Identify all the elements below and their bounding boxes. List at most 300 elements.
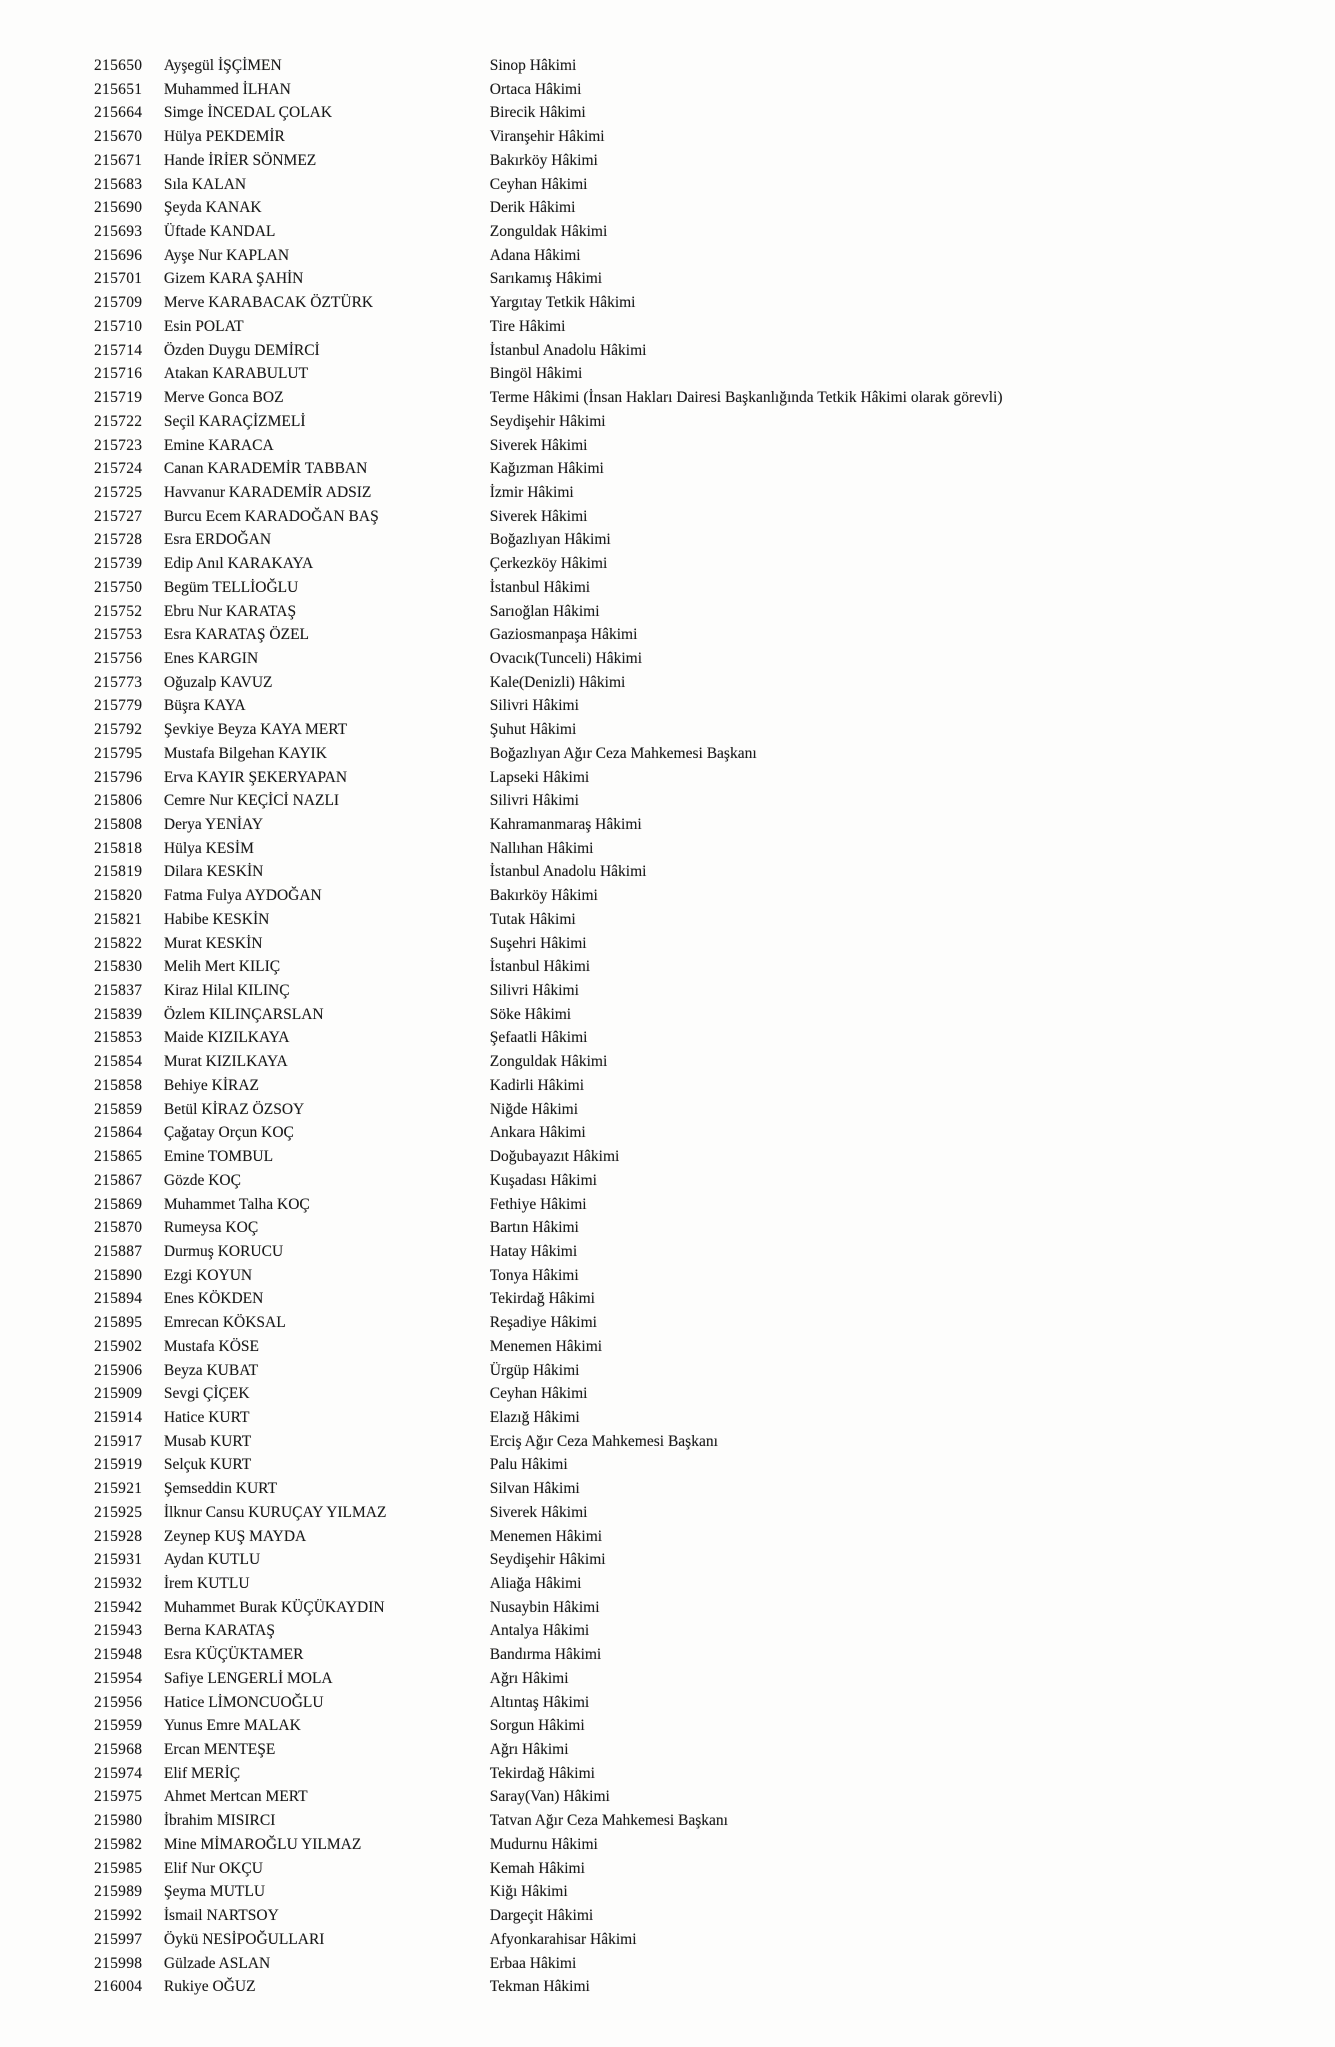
judge-name: Durmuş KORUCU: [163, 1242, 284, 1260]
registry-number: 215921: [94, 1480, 143, 1498]
assignment: Afyonkarahisar Hâkimi: [489, 1930, 637, 1948]
judge-name: Gülzade ASLAN: [163, 1954, 271, 1972]
assignment: Tire Hâkimi: [489, 317, 566, 335]
registry-number: 215931: [94, 1551, 143, 1569]
registry-number: 215821: [94, 910, 143, 928]
registry-number: 215795: [94, 744, 143, 762]
assignment: Reşadiye Hâkimi: [489, 1314, 597, 1332]
registry-number: 215723: [94, 436, 143, 454]
registry-number: 215690: [94, 199, 143, 217]
table-row: [0, 386, 1003, 410]
registry-number: 215989: [94, 1883, 143, 1901]
assignment: Mudurnu Hâkimi: [489, 1835, 598, 1853]
table-row: [0, 600, 1003, 624]
registry-number: 215867: [94, 1171, 143, 1189]
assignment: Siverek Hâkimi: [489, 507, 588, 525]
assignment: Şefaatli Hâkimi: [489, 1029, 588, 1047]
table-row: [0, 1904, 1003, 1928]
registry-number: 215808: [94, 816, 143, 833]
judge-name: Ebru Nur KARATAŞ: [163, 602, 297, 620]
table-row: [0, 1382, 1003, 1406]
table-row: [0, 1596, 1003, 1620]
table-row: [0, 1785, 1003, 1809]
table-row: [0, 1335, 1003, 1359]
table-row: [0, 505, 1003, 529]
assignment: Siverek Hâkimi: [489, 436, 588, 454]
judge-name: Mustafa Bilgehan KAYIK: [163, 744, 327, 762]
assignment: Bakırköy Hâkimi: [489, 887, 598, 905]
table-row: [0, 1477, 1003, 1501]
table-row: [0, 315, 1003, 339]
registry-number: 215728: [94, 531, 143, 549]
judge-name: Dilara KESKİN: [163, 863, 264, 881]
judge-name: Berna KARATAŞ: [163, 1622, 276, 1640]
assignment: Ortaca Hâkimi: [489, 80, 582, 98]
registry-number: 215902: [94, 1337, 143, 1355]
assignment: İstanbul Anadolu Hâkimi: [489, 341, 647, 359]
judge-name: Özlem KILINÇARSLAN: [163, 1005, 324, 1023]
registry-number: 215975: [94, 1788, 143, 1806]
assignment: Fethiye Hâkimi: [489, 1195, 587, 1213]
registry-number: 215906: [94, 1361, 143, 1379]
assignment: Kahramanmaraş Hâkimi: [489, 816, 642, 833]
table-row: [0, 173, 1003, 197]
assignment: Ceyhan Hâkimi: [489, 175, 588, 193]
judge-name: Öykü NESİPOĞULLARI: [163, 1930, 325, 1948]
registry-number: 215854: [94, 1053, 143, 1071]
registry-number: 215968: [94, 1741, 143, 1759]
table-row: [0, 1762, 1003, 1786]
assignment: Silivri Hâkimi: [489, 982, 579, 1000]
registry-number: 215756: [94, 649, 143, 667]
registry-number: 215727: [94, 507, 143, 525]
table-row: [0, 742, 1003, 766]
judge-name: Özden Duygu DEMİRCİ: [163, 341, 320, 359]
table-row: [0, 576, 1003, 600]
judge-name: İrem KUTLU: [163, 1575, 250, 1592]
judge-name: Esra KÜÇÜKTAMER: [163, 1646, 304, 1664]
registry-number: 215779: [94, 697, 143, 715]
assignment: Saray(Van) Hâkimi: [489, 1788, 610, 1806]
registry-number: 215792: [94, 721, 143, 739]
table-row: [0, 766, 1003, 790]
judge-name: Esin POLAT: [163, 317, 244, 335]
judge-name: Mustafa KÖSE: [163, 1337, 260, 1355]
table-row: [0, 718, 1003, 742]
registry-number: 215664: [94, 104, 143, 122]
assignment: Viranşehir Hâkimi: [489, 128, 605, 146]
table-row: [0, 457, 1003, 481]
table-row: [0, 1050, 1003, 1074]
assignment: Silivri Hâkimi: [489, 697, 579, 715]
assignment: Sorgun Hâkimi: [489, 1717, 585, 1735]
registry-number: 215796: [94, 768, 143, 786]
table-row: [0, 647, 1003, 671]
assignment: Ankara Hâkimi: [489, 1124, 586, 1142]
judge-name: Emine TOMBUL: [163, 1148, 274, 1166]
assignment: Palu Hâkimi: [489, 1456, 568, 1474]
assignment: Silvan Hâkimi: [489, 1480, 580, 1498]
registry-number: 215980: [94, 1812, 143, 1830]
assignment: Erciş Ağır Ceza Mahkemesi Başkanı: [489, 1432, 718, 1450]
table-row: [0, 932, 1003, 956]
judge-name: Sıla KALAN: [163, 175, 247, 193]
judge-name: Rukiye OĞUZ: [163, 1978, 256, 1996]
registry-number: 215887: [94, 1242, 143, 1260]
assignment: Silivri Hâkimi: [489, 792, 579, 810]
assignment: Tekman Hâkimi: [489, 1978, 590, 1996]
table-row: [0, 671, 1003, 695]
judge-name: Kiraz Hilal KILINÇ: [163, 982, 290, 1000]
judge-name: Esra ERDOĞAN: [163, 531, 272, 549]
registry-number: 215671: [94, 151, 143, 169]
assignment: Tutak Hâkimi: [489, 910, 576, 928]
judge-name: Şemseddin KURT: [163, 1480, 278, 1498]
table-row: [0, 908, 1003, 932]
table-row: [0, 837, 1003, 861]
judge-name: Şeyda KANAK: [163, 199, 262, 217]
assignment: İstanbul Anadolu Hâkimi: [489, 863, 647, 881]
table-row: [0, 1714, 1003, 1738]
table-row: [0, 101, 1003, 125]
table-row: [0, 1572, 1003, 1596]
table-row: [0, 1430, 1003, 1454]
assignment: Gaziosmanpaşa Hâkimi: [489, 626, 638, 644]
judge-name: Çağatay Orçun KOÇ: [163, 1124, 294, 1142]
assignment: Zonguldak Hâkimi: [489, 1053, 608, 1071]
registry-number: 215974: [94, 1764, 143, 1782]
assignment: Seydişehir Hâkimi: [489, 1551, 606, 1569]
assignment: Niğde Hâkimi: [489, 1100, 578, 1118]
judge-name: Elif MERİÇ: [163, 1764, 241, 1782]
assignment: Altıntaş Hâkimi: [489, 1693, 590, 1711]
registry-number: 215773: [94, 673, 143, 691]
registry-number: 215725: [94, 483, 143, 501]
assignment: Ağrı Hâkimi: [489, 1669, 569, 1687]
assignment: Adana Hâkimi: [489, 246, 581, 264]
assignment: Kemah Hâkimi: [489, 1859, 585, 1877]
judge-name: Beyza KUBAT: [163, 1361, 259, 1379]
judge-name: Enes KARGIN: [163, 649, 259, 667]
table-row: [0, 789, 1003, 813]
table-row: [0, 1145, 1003, 1169]
judge-name: Habibe KESKİN: [163, 910, 270, 928]
registry-number: 215752: [94, 602, 143, 620]
registry-number: 215701: [94, 270, 143, 288]
assignment: Sarıoğlan Hâkimi: [489, 602, 600, 620]
judge-name: İbrahim MISIRCI: [163, 1812, 276, 1830]
assignment: Ceyhan Hâkimi: [489, 1385, 588, 1403]
judge-name: Begüm TELLİOĞLU: [163, 578, 299, 596]
judge-name: Sevgi ÇİÇEK: [163, 1385, 250, 1403]
registry-number: 215819: [94, 863, 143, 881]
judge-name: Atakan KARABULUT: [163, 365, 309, 383]
judge-name: Hande İRİER SÖNMEZ: [163, 151, 317, 169]
assignment: Boğazlıyan Hâkimi: [489, 531, 611, 549]
table-row: [0, 434, 1003, 458]
assignment: Doğubayazıt Hâkimi: [489, 1148, 620, 1166]
assignment: Kuşadası Hâkimi: [489, 1171, 597, 1189]
assignment: Erbaa Hâkimi: [489, 1954, 577, 1972]
assignment: Bakırköy Hâkimi: [489, 151, 598, 169]
table-row: [0, 362, 1003, 386]
table-row: [0, 1287, 1003, 1311]
table-row: [0, 1857, 1003, 1881]
judge-name: Üftade KANDAL: [163, 223, 276, 241]
assignment: Menemen Hâkimi: [489, 1337, 603, 1355]
registry-number: 215822: [94, 934, 143, 952]
assignment: Bartın Hâkimi: [489, 1219, 579, 1237]
judge-name: Simge İNCEDAL ÇOLAK: [163, 104, 333, 122]
judge-name: Yunus Emre MALAK: [163, 1717, 301, 1735]
registry-number: 215709: [94, 294, 143, 312]
table-row: [0, 860, 1003, 884]
assignment: Yargıtay Tetkik Hâkimi: [489, 294, 636, 312]
registry-number: 215820: [94, 887, 143, 905]
assignment: Dargeçit Hâkimi: [489, 1907, 594, 1925]
judge-name: Betül KİRAZ ÖZSOY: [163, 1100, 305, 1118]
judge-name: Şeyma MUTLU: [163, 1883, 266, 1901]
assignment: Suşehri Hâkimi: [489, 934, 587, 952]
table-row: [0, 1667, 1003, 1691]
assignment: İzmir Hâkimi: [489, 483, 574, 501]
assignment: Hatay Hâkimi: [489, 1242, 578, 1260]
registry-number: 215895: [94, 1314, 143, 1332]
judge-name: Enes KÖKDEN: [163, 1290, 264, 1308]
assignment: Derik Hâkimi: [489, 199, 576, 217]
registry-number: 215917: [94, 1432, 143, 1450]
table-row: [0, 220, 1003, 244]
registry-number: 215724: [94, 460, 143, 478]
judge-name: Ayşe Nur KAPLAN: [163, 246, 290, 264]
table-row: [0, 1121, 1003, 1145]
judge-name: Murat KESKİN: [163, 934, 263, 952]
judge-name: Zeynep KUŞ MAYDA: [163, 1527, 307, 1545]
registry-number: 216004: [94, 1978, 143, 1996]
table-row: [0, 1643, 1003, 1667]
assignment: Tonya Hâkimi: [489, 1266, 579, 1284]
table-row: [0, 623, 1003, 647]
assignment: Siverek Hâkimi: [489, 1503, 588, 1521]
registry-number: 215722: [94, 412, 143, 430]
judge-name: Ayşegül İŞÇİMEN: [163, 57, 282, 74]
table-row: [0, 78, 1003, 102]
registry-number: 215753: [94, 626, 143, 644]
registry-number: 215914: [94, 1408, 143, 1426]
registry-number: 215714: [94, 341, 143, 359]
judge-name: Esra KARATAŞ ÖZEL: [163, 626, 310, 644]
judge-name: Maide KIZILKAYA: [163, 1029, 290, 1047]
table-row: [0, 339, 1003, 363]
judge-name: Büşra KAYA: [163, 697, 246, 715]
table-row: [0, 1359, 1003, 1383]
registry-number: 215992: [94, 1907, 143, 1925]
assignment: Ovacık(Tunceli) Hâkimi: [489, 649, 642, 667]
judge-name: Muhammed İLHAN: [163, 80, 291, 98]
registry-number: 215670: [94, 128, 143, 146]
assignment: Ağrı Hâkimi: [489, 1741, 569, 1759]
table-row: [0, 1003, 1003, 1027]
table-row: [0, 54, 1003, 78]
assignment: Kale(Denizli) Hâkimi: [489, 673, 626, 691]
judge-name: Aydan KUTLU: [163, 1551, 261, 1569]
table-row: [0, 813, 1003, 837]
assignment: İstanbul Hâkimi: [489, 578, 591, 596]
registry-number: 215985: [94, 1859, 143, 1877]
registry-number: 215943: [94, 1622, 143, 1640]
registry-number: 215932: [94, 1575, 143, 1592]
judge-name: İsmail NARTSOY: [163, 1907, 279, 1925]
assignment: Kadirli Hâkimi: [489, 1076, 585, 1094]
registry-number: 215839: [94, 1005, 143, 1023]
judges-list: [0, 54, 1003, 1999]
table-row: [0, 1525, 1003, 1549]
table-row: [0, 125, 1003, 149]
judge-name: Rumeysa KOÇ: [163, 1219, 259, 1237]
table-row: [0, 1074, 1003, 1098]
registry-number: 215942: [94, 1598, 143, 1616]
judge-name: Cemre Nur KEÇİCİ NAZLI: [163, 792, 340, 810]
judge-name: Emine KARACA: [163, 436, 274, 454]
registry-number: 215959: [94, 1717, 143, 1735]
table-row: [0, 1216, 1003, 1240]
assignment: Lapseki Hâkimi: [489, 768, 590, 786]
table-row: [0, 1738, 1003, 1762]
registry-number: 215651: [94, 80, 143, 98]
assignment: Tatvan Ağır Ceza Mahkemesi Başkanı: [489, 1812, 728, 1830]
judge-name: Ahmet Mertcan MERT: [163, 1788, 308, 1806]
table-row: [0, 1406, 1003, 1430]
assignment: Sarıkamış Hâkimi: [489, 270, 603, 288]
assignment: İstanbul Hâkimi: [489, 958, 591, 976]
assignment: Zonguldak Hâkimi: [489, 223, 608, 241]
registry-number: 215982: [94, 1835, 143, 1853]
judge-name: Hülya KESİM: [163, 839, 254, 857]
table-row: [0, 1098, 1003, 1122]
registry-number: 215858: [94, 1076, 143, 1094]
judge-name: Hatice KURT: [163, 1408, 250, 1426]
judge-name: Derya YENİAY: [163, 816, 264, 833]
judge-name: İlknur Cansu KURUÇAY YILMAZ: [163, 1503, 387, 1521]
table-row: [0, 552, 1003, 576]
registry-number: 215710: [94, 317, 143, 335]
table-row: [0, 1691, 1003, 1715]
registry-number: 215719: [94, 389, 143, 407]
registry-number: 215806: [94, 792, 143, 810]
registry-number: 215909: [94, 1385, 143, 1403]
registry-number: 215864: [94, 1124, 143, 1142]
table-row: [0, 1952, 1003, 1976]
judge-name: Gözde KOÇ: [163, 1171, 241, 1189]
assignment: Çerkezköy Hâkimi: [489, 555, 608, 573]
assignment: Sinop Hâkimi: [489, 57, 577, 74]
table-row: [0, 694, 1003, 718]
judge-name: Şevkiye Beyza KAYA MERT: [163, 721, 348, 739]
registry-number: 215683: [94, 175, 143, 193]
table-row: [0, 481, 1003, 505]
table-row: [0, 955, 1003, 979]
judge-name: Behiye KİRAZ: [163, 1076, 260, 1094]
registry-number: 215870: [94, 1219, 143, 1237]
assignment: Antalya Hâkimi: [489, 1622, 590, 1640]
assignment: Bingöl Hâkimi: [489, 365, 583, 383]
assignment: Tekirdağ Hâkimi: [489, 1290, 595, 1308]
registry-number: 215830: [94, 958, 143, 976]
judge-name: Melih Mert KILIÇ: [163, 958, 281, 976]
table-row: [0, 291, 1003, 315]
table-row: [0, 1193, 1003, 1217]
assignment: Menemen Hâkimi: [489, 1527, 603, 1545]
judge-name: Musab KURT: [163, 1432, 252, 1450]
registry-number: 215865: [94, 1148, 143, 1166]
registry-number: 215956: [94, 1693, 143, 1711]
registry-number: 215998: [94, 1954, 143, 1972]
judge-name: Emrecan KÖKSAL: [163, 1314, 286, 1332]
table-row: [0, 1809, 1003, 1833]
assignment: Bandırma Hâkimi: [489, 1646, 602, 1664]
registry-number: 215928: [94, 1527, 143, 1545]
registry-number: 215818: [94, 839, 143, 857]
registry-number: 215716: [94, 365, 143, 383]
assignment: Kağızman Hâkimi: [489, 460, 604, 478]
judge-name: Ercan MENTEŞE: [163, 1741, 276, 1759]
table-row: [0, 1833, 1003, 1857]
judge-name: Gizem KARA ŞAHİN: [163, 270, 304, 288]
judge-name: Hatice LİMONCUOĞLU: [163, 1693, 324, 1711]
table-row: [0, 1169, 1003, 1193]
table-row: [0, 1619, 1003, 1643]
table-row: [0, 1264, 1003, 1288]
registry-number: 215894: [94, 1290, 143, 1308]
table-row: [0, 1240, 1003, 1264]
judge-name: Hülya PEKDEMİR: [163, 128, 285, 146]
judge-name: Selçuk KURT: [163, 1456, 252, 1474]
table-row: [0, 884, 1003, 908]
judge-name: Ezgi KOYUN: [163, 1266, 253, 1284]
table-row: [0, 244, 1003, 268]
registry-number: 215997: [94, 1930, 143, 1948]
registry-number: 215853: [94, 1029, 143, 1047]
table-row: [0, 1880, 1003, 1904]
table-row: [0, 149, 1003, 173]
judge-name: Erva KAYIR ŞEKERYAPAN: [163, 768, 348, 786]
registry-number: 215693: [94, 223, 143, 241]
judge-name: Oğuzalp KAVUZ: [163, 673, 273, 691]
table-row: [0, 1453, 1003, 1477]
registry-number: 215650: [94, 57, 143, 74]
registry-number: 215890: [94, 1266, 143, 1284]
judge-name: Burcu Ecem KARADOĞAN BAŞ: [163, 507, 379, 525]
assignment: Nusaybin Hâkimi: [489, 1598, 600, 1616]
assignment: Birecik Hâkimi: [489, 104, 586, 122]
judge-name: Havvanur KARADEMİR ADSIZ: [163, 483, 372, 501]
table-row: [0, 979, 1003, 1003]
judge-name: Murat KIZILKAYA: [163, 1053, 288, 1071]
judge-name: Safiye LENGERLİ MOLA: [163, 1669, 333, 1687]
judge-name: Edip Anıl KARAKAYA: [163, 555, 314, 573]
judge-name: Mine MİMAROĞLU YILMAZ: [163, 1835, 362, 1853]
judge-name: Muhammet Talha KOÇ: [163, 1195, 310, 1213]
registry-number: 215954: [94, 1669, 143, 1687]
registry-number: 215837: [94, 982, 143, 1000]
registry-number: 215696: [94, 246, 143, 264]
table-row: [0, 1548, 1003, 1572]
judge-name: Merve KARABACAK ÖZTÜRK: [163, 294, 374, 312]
table-row: [0, 410, 1003, 434]
registry-number: 215919: [94, 1456, 143, 1474]
assignment: Tekirdağ Hâkimi: [489, 1764, 595, 1782]
assignment: Aliağa Hâkimi: [489, 1575, 582, 1592]
